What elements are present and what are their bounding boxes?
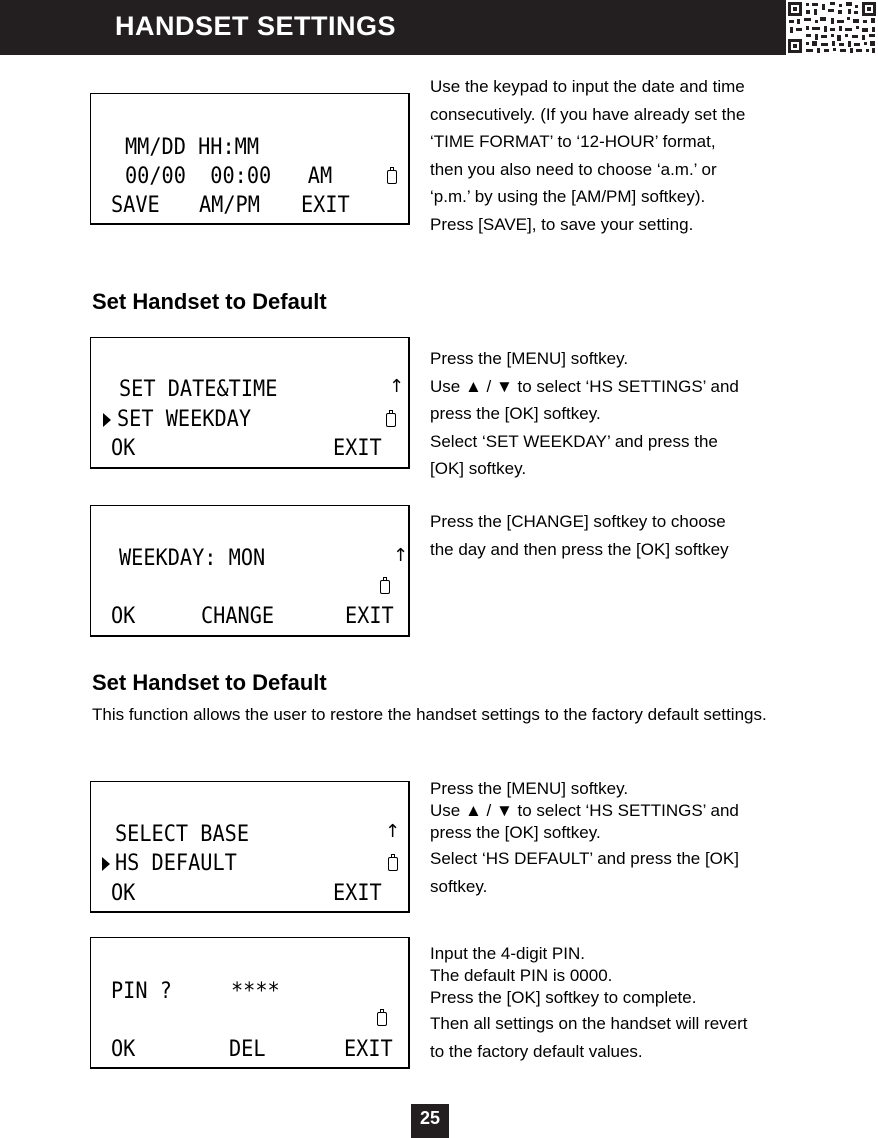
lcd-date-time: [90, 93, 410, 225]
lcd-select-weekday: [90, 337, 410, 469]
softkey-exit: EXIT: [344, 1037, 393, 1062]
lcd-line-1: SET DATE&TIME: [119, 377, 278, 402]
section-intro: This function allows the user to restore the handset settings to the factory default settings.: [92, 705, 767, 724]
lcd-line-2: HS DEFAULT: [115, 851, 237, 876]
lcd-line-1: MM/DD HH:MM: [125, 135, 260, 160]
softkey-save: SAVE: [111, 193, 160, 218]
battery-icon: [386, 413, 396, 427]
description-select-default-b: Select ‘HS DEFAULT’ and press the [OK] softkey.: [430, 849, 739, 896]
battery-icon: [388, 857, 398, 871]
lcd-weekday: [90, 505, 410, 637]
arrow-up-icon: ↑: [385, 821, 401, 842]
softkey-ok: OK: [111, 881, 136, 906]
softkey-del: DEL: [229, 1037, 266, 1062]
lcd-line-2: SET WEEKDAY: [117, 407, 252, 432]
qr-code-icon: [786, 0, 878, 55]
section-title-1: Set Handset to Default: [92, 289, 327, 314]
softkey-exit: EXIT: [333, 881, 382, 906]
page-header: [0, 0, 878, 55]
description-select-weekday: Press the [MENU] softkey. Use ▲ / ▼ to select ‘HS SETTINGS’ and press the [OK] softkey. Select ‘SET WEEKDAY’ and press the [OK] softkey.: [430, 349, 739, 478]
lcd-pin: [90, 937, 410, 1069]
battery-icon: [377, 1012, 387, 1026]
softkey-ok: OK: [111, 436, 136, 461]
lcd-line-2: 00/00 00:00 AM: [125, 164, 333, 189]
cursor-icon: [103, 413, 111, 427]
softkey-exit: EXIT: [333, 436, 382, 461]
softkey-change: CHANGE: [201, 604, 275, 629]
pin-value: ****: [231, 979, 280, 1004]
page-title: HANDSET SETTINGS: [115, 11, 397, 41]
lcd-line-1: WEEKDAY: MON: [119, 546, 266, 571]
lcd-line-1: SELECT BASE: [115, 822, 250, 847]
battery-icon: [387, 170, 397, 184]
battery-icon: [380, 580, 390, 594]
page-number: 25: [411, 1104, 449, 1138]
softkey-exit: EXIT: [345, 604, 394, 629]
description-select-default-a: Press the [MENU] softkey. Use ▲ / ▼ to select ‘HS SETTINGS’ and press the [OK] softkey.: [430, 779, 739, 842]
softkey-ok: OK: [111, 1037, 136, 1062]
arrow-up-icon: ↑: [393, 545, 409, 566]
cursor-icon: [102, 857, 110, 871]
section-title-2: Set Handset to Default: [92, 670, 327, 695]
description-weekday: Press the [CHANGE] softkey to choose the day and then press the [OK] softkey: [430, 512, 729, 559]
description-date-time: Use the keypad to input the date and time consecutively. (If you have already set the ‘TIME FORMAT’ to ‘12-HOUR’ format, then you also need to choose ‘a.m.’ or ‘p.m.’ by using the [AM/PM] softkey). Press [SAVE], to save your setting.: [430, 77, 746, 234]
description-pin-a: Input the 4-digit PIN. The default PIN is 0000. Press the [OK] softkey to complete.: [430, 944, 697, 1007]
description-pin-b: Then all settings on the handset will revert to the factory default values.: [430, 1014, 748, 1061]
pin-label: PIN ?: [111, 979, 172, 1004]
softkey-ok: OK: [111, 604, 136, 629]
lcd-select-default: [90, 781, 410, 913]
arrow-up-icon: ↑: [389, 376, 405, 397]
softkey-am-pm: AM/PM: [199, 193, 260, 218]
softkey-exit: EXIT: [301, 193, 350, 218]
